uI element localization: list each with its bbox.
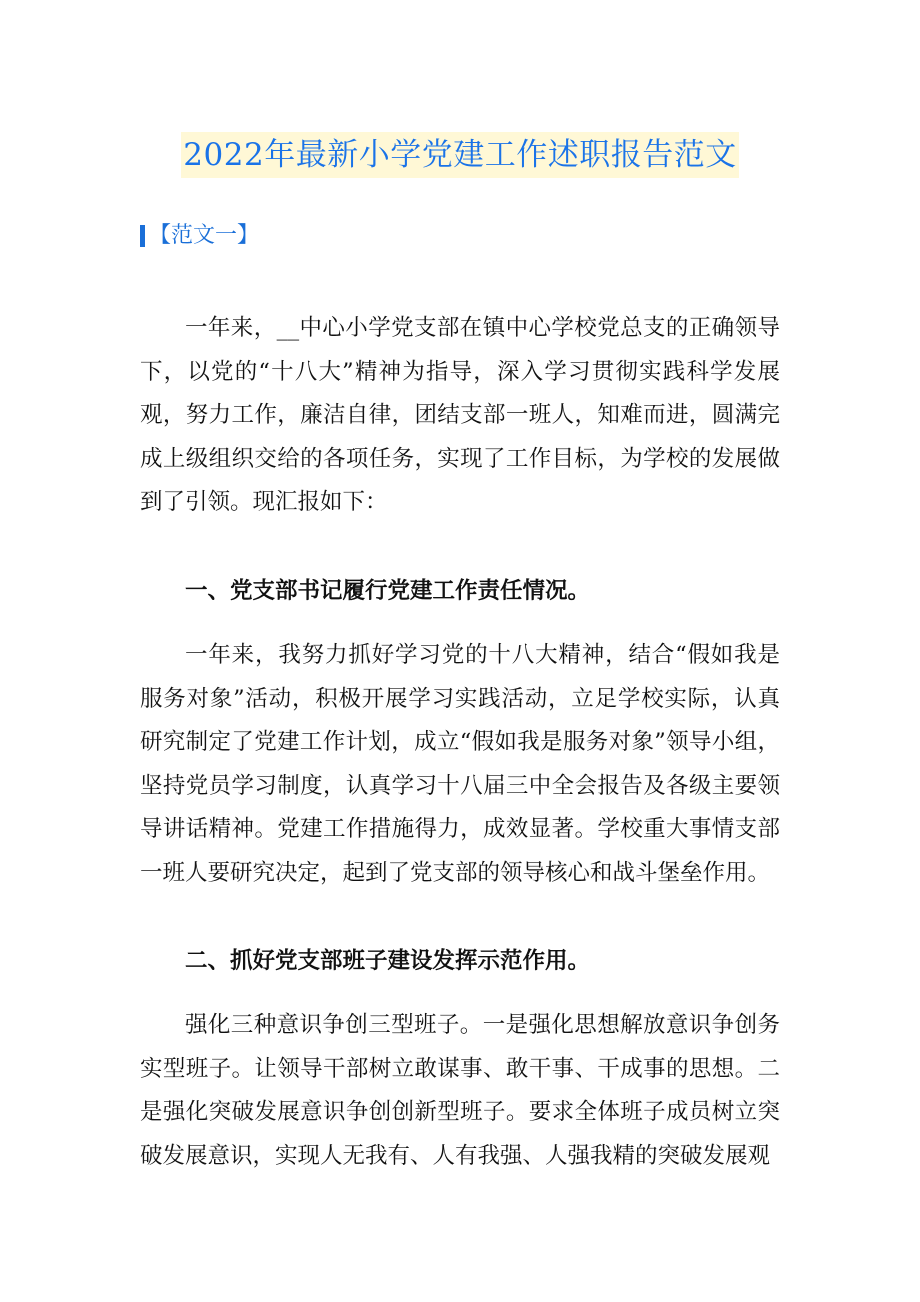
paragraph-2: 一年来，我努力抓好学习党的十八大精神，结合“假如我是服务对象”活动，积极开展学习实践活动，立足学校实际，认真研究制定了党建工作计划，成立“假如我是服务对象”领导小组，坚持党员学习制度，认真学习十八届三中全会报告及各级主要领导讲话精神。党建工作措施得力，成效显著。学校重大事情支部一班人要研究决定，起到了党支部的领导核心和战斗堡垒作用。	[140, 642, 780, 886]
heading-1: 一、党支部书记履行党建工作责任情况。	[185, 578, 591, 604]
heading-2: 二、抓好党支部班子建设发挥示范作用。	[185, 948, 591, 974]
paragraph-intro: 一年来，__中心小学党支部在镇中心学校党总支的正确领导下，以党的“十八大”精神为指导，深入学习贯彻实践科学发展观，努力工作，廉洁自律，团结支部一班人，知难而进，圆满完成上级组织交给的各项任务，实现了工作目标，为学校的发展做到了引领。现汇报如下：	[140, 315, 780, 515]
section-marker-bar	[140, 225, 145, 247]
paragraph-3: 强化三种意识争创三型班子。一是强化思想解放意识争创务实型班子。让领导干部树立敢谋事、敢干事、干成事的思想。二是强化突破发展意识争创创新型班子。要求全体班子成员树立突破发展意识，实现人无我有、人有我强、人强我精的突破发展观	[140, 1012, 780, 1169]
section-label-text: 【范文一】	[149, 223, 260, 248]
document-title: 2022年最新小学党建工作述职报告范文	[181, 132, 738, 178]
title-container	[0, 132, 920, 178]
section-label	[140, 219, 259, 253]
